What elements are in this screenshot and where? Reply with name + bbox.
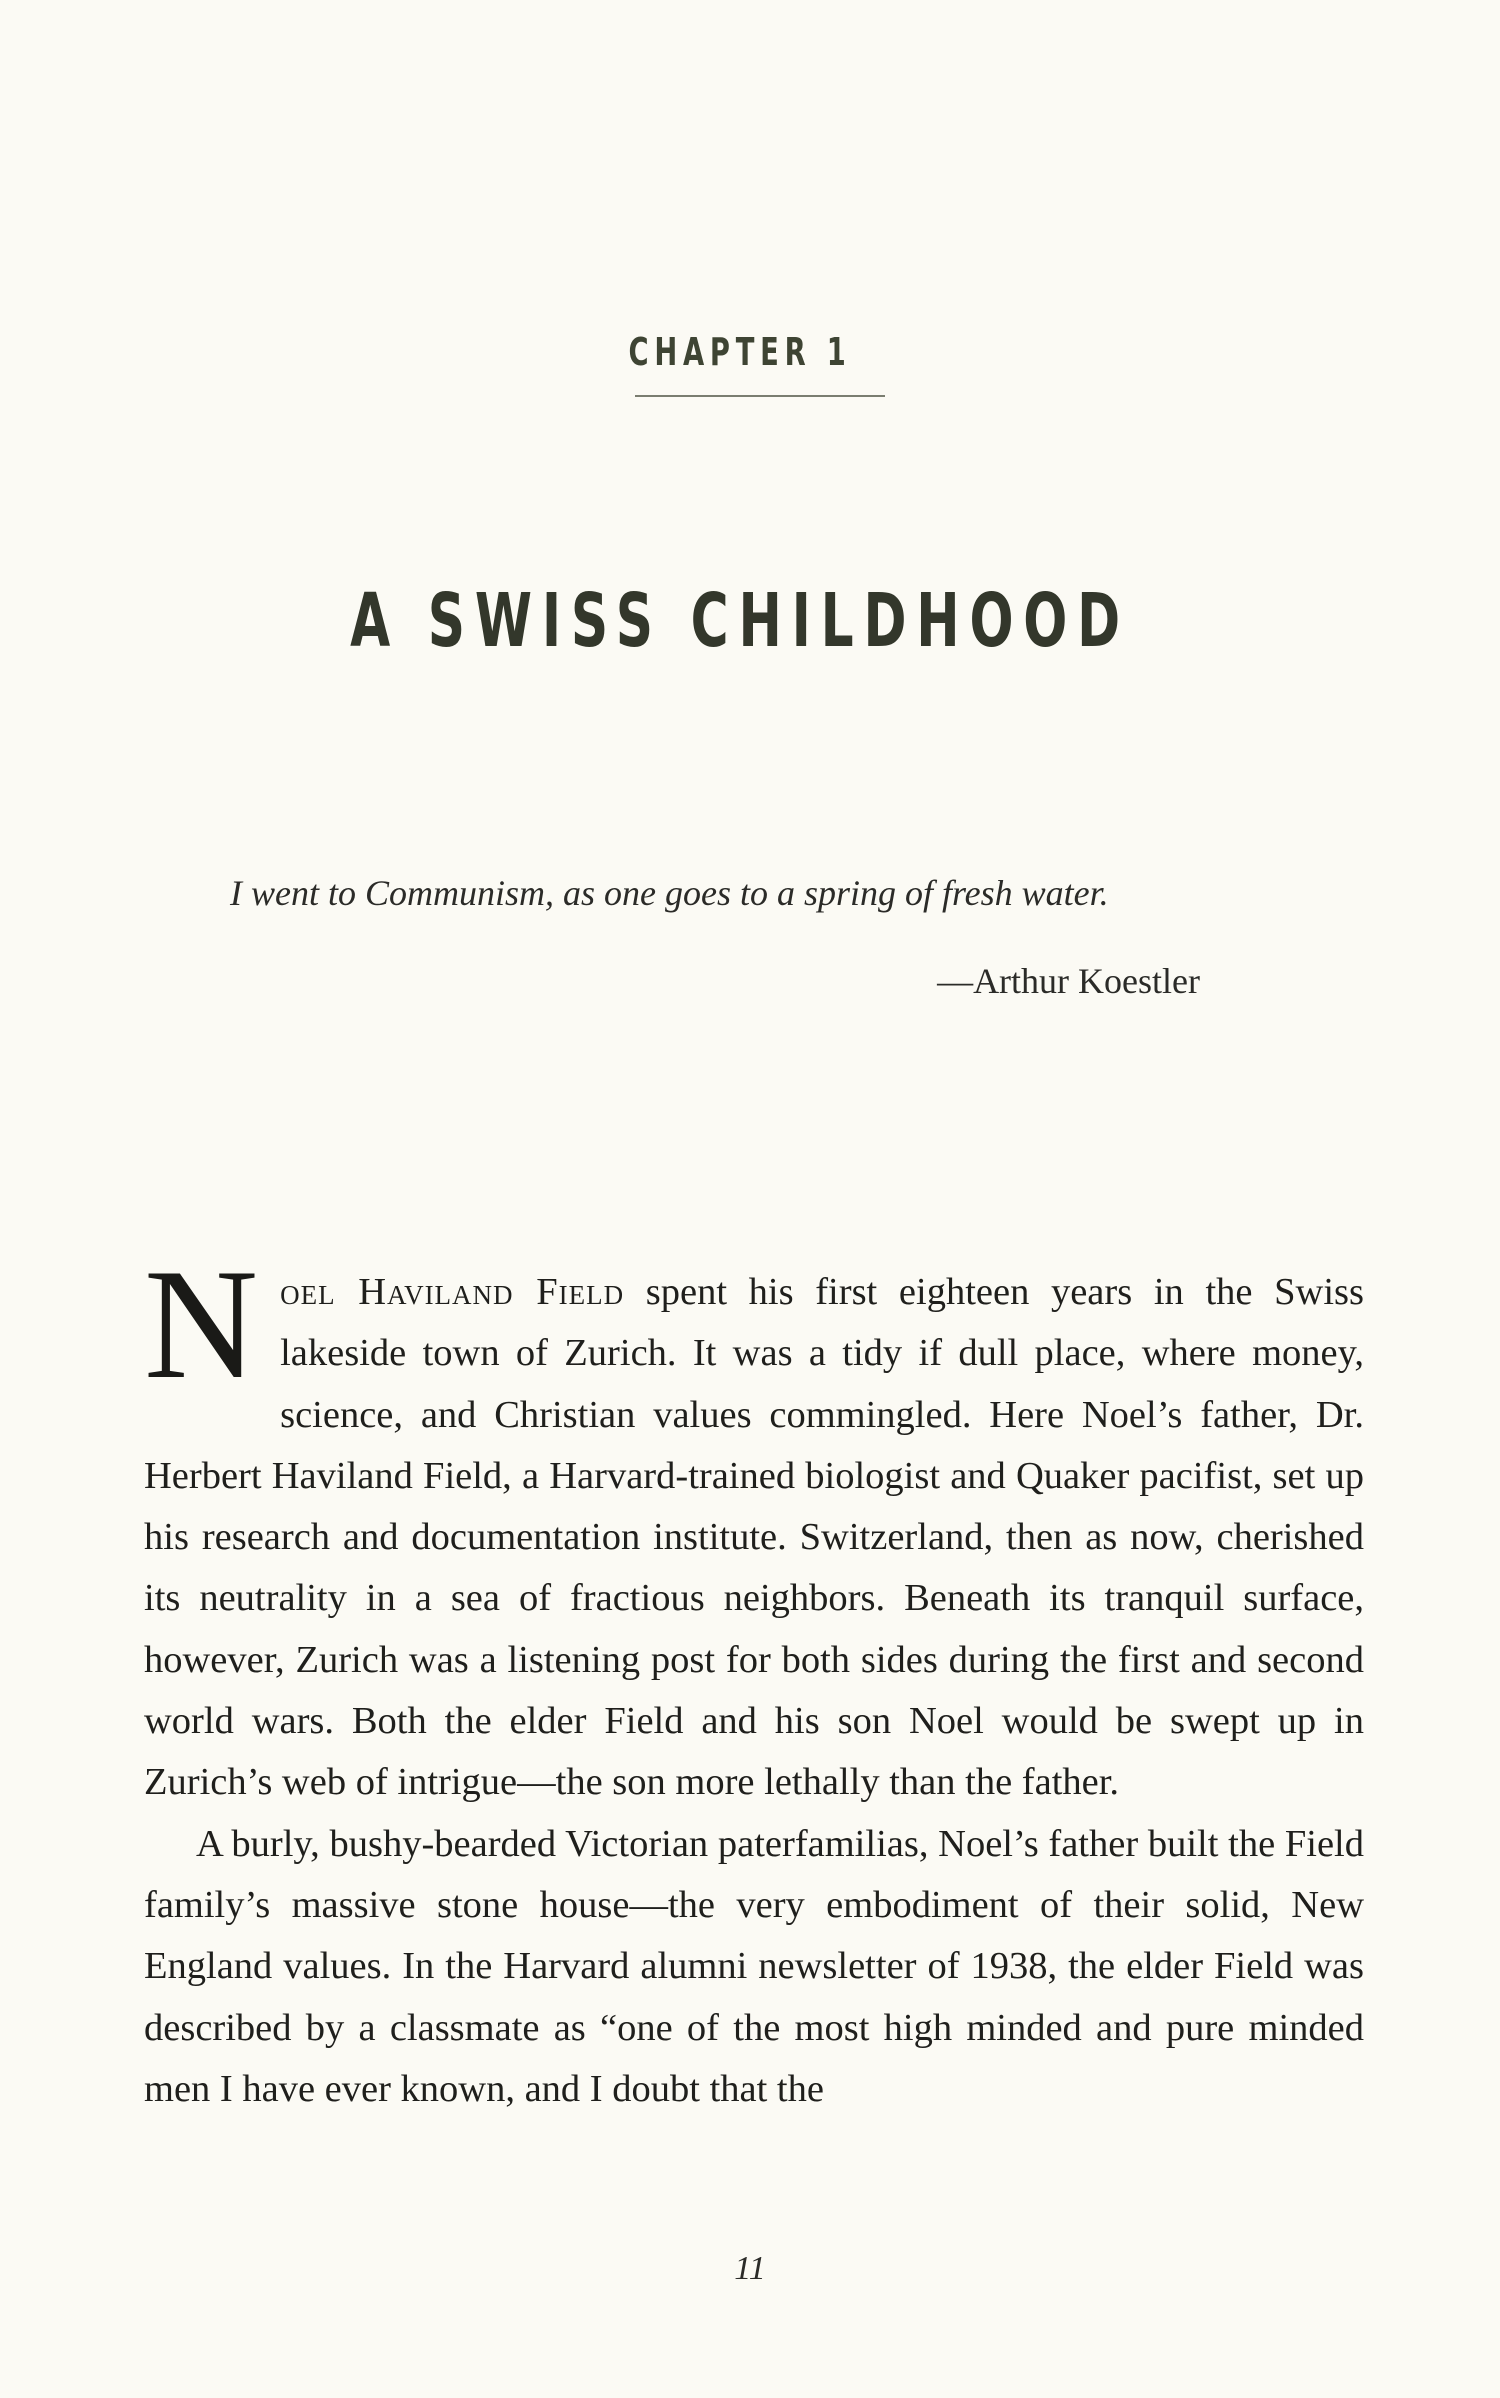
- body-paragraph-2: A burly, bushy-bearded Victorian paterfamilias, Noel’s father built the Field family’s massive stone house—the very embodiment of their solid, New England values. In the Harvard alumni newsletter of 1938, the elder Field was described by a classmate as “one of the most high minded and pure minded men I have ever known, and I doubt that the: [144, 1822, 1364, 2110]
- chapter-title: A SWISS CHILDHOOD: [350, 578, 1130, 664]
- drop-cap: N: [144, 1237, 259, 1412]
- chapter-rule-divider: [635, 395, 885, 397]
- epigraph-quote: I went to Communism, as one goes to a spring of fresh water.: [230, 873, 1109, 913]
- epigraph-attribution: —Arthur Koestler: [937, 961, 1200, 1001]
- body-paragraph-1: [144, 1237, 1365, 1814]
- body-text: [144, 1237, 1365, 2120]
- page-number: 11: [734, 2250, 766, 2287]
- lead-in-small-caps: oel Haviland Field: [280, 1271, 625, 1313]
- paragraph-1-text: spent his first eighteen years in the Swiss lakeside town of Zurich. It was a tidy if dull place, where money, science, and Christian values commingled. Here Noel’s father, Dr. Herbert Haviland Field, a Harvard-trained biologist and Quaker pacifist, set up his research and documentation institute. Switzerland, then as now, cherished its neutrality in a sea of fractious neighbors. Beneath its tranquil surface, however, Zurich was a listening post for both sides during the first and second world wars. Both the elder Field and his son Noel would be swept up in Zurich’s web of intrigue—the son more lethally than the father.: [144, 1271, 1365, 1804]
- chapter-label: CHAPTER 1: [628, 330, 852, 374]
